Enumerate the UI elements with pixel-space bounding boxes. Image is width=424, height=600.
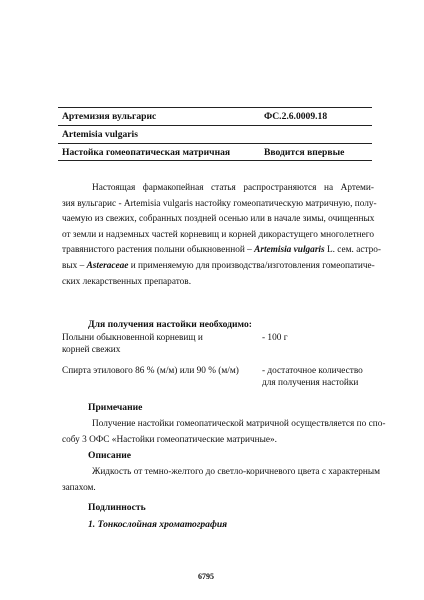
header-code: ФС.2.6.0009.18	[264, 111, 328, 122]
ingredient-1-name: Полыни обыкновенной корневищ и	[62, 333, 203, 343]
intro-line	[62, 259, 374, 275]
intro-line: чаемую из свежих, собранных поздней осенью или в начале зимы, очищенных	[62, 214, 375, 225]
header-name-ru: Артемизия вульгарис	[62, 111, 157, 122]
ingredient-2-name: Спирта этилового 86 % (м/м) или 90 % (м/м)	[62, 366, 239, 376]
intro-line: ских лекарственных препаратов.	[62, 276, 192, 287]
authenticity-subheading: 1. Тонкослойная хроматография	[88, 519, 228, 530]
header-row-1	[58, 107, 372, 125]
ingredient-2-value: - достаточное количество	[262, 366, 363, 376]
ingredient-2-value: для получения настойки	[262, 378, 359, 388]
header-name-latin: Artemisia vulgaris	[62, 129, 138, 140]
note-line: Получение настойки гомеопатической матричной осуществляется по спо-	[92, 419, 386, 429]
note-line: собу 3 ОФС «Настойки гомеопатические матричные».	[62, 434, 278, 445]
intro-text: травянистого растения полыни обыкновенной –	[62, 245, 255, 256]
description-line: запахом.	[62, 482, 96, 493]
page-number: 6795	[198, 572, 214, 581]
header-status: Вводится впервые	[264, 147, 345, 158]
description-paragraph	[62, 465, 381, 496]
intro-paragraph	[62, 181, 382, 290]
intro-text: вых –	[62, 260, 87, 271]
header-row-3	[58, 143, 372, 161]
intro-line: от земли и надземных частей корневищ и корней дикорастущего многолетнего	[62, 229, 374, 240]
intro-line: Настоящая фармакопейная статья распространяются на Артеми-	[92, 183, 374, 193]
family-name: Asteraceae	[86, 260, 129, 271]
ingredients-heading: Для получения настойки необходимо:	[88, 319, 252, 330]
note-paragraph	[62, 417, 386, 448]
description-heading: Описание	[88, 450, 132, 461]
latin-name: Artemisia vulgaris	[254, 245, 325, 256]
authenticity-heading: Подлинность	[88, 502, 146, 513]
intro-text: и применяемую для производства/изготовления гомеопатиче-	[128, 260, 375, 271]
intro-line	[62, 243, 382, 259]
header-row-2	[58, 125, 372, 143]
description-line: Жидкость от темно-желтого до светло-коричневого цвета с характерным	[92, 467, 381, 477]
note-heading: Примечание	[88, 402, 143, 413]
ingredient-1-value: - 100 г	[262, 333, 288, 343]
header-form: Настойка гомеопатическая матричная	[62, 147, 231, 158]
header-table	[58, 107, 372, 161]
ingredient-1-name: корней свежих	[62, 345, 121, 355]
intro-line: зия вульгарис - Artemisia vulgaris настойку гомеопатическую матричную, полу-	[62, 198, 377, 209]
intro-text: L. сем. астро-	[324, 245, 382, 256]
